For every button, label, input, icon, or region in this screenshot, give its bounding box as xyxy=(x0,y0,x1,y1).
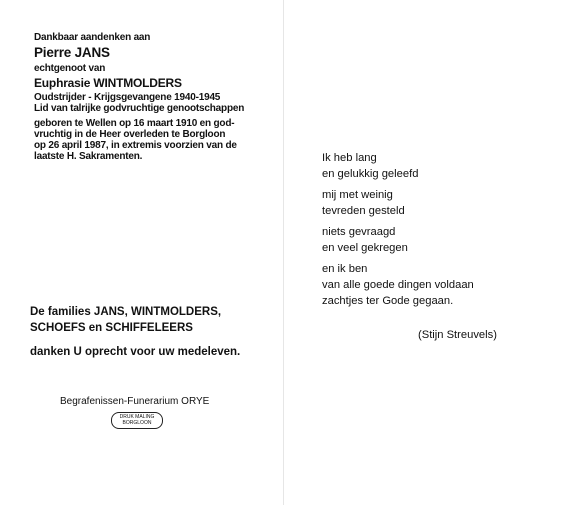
thanks-text: danken U oprecht voor uw medeleven. xyxy=(30,346,241,358)
poem xyxy=(322,150,474,314)
printer-stamp xyxy=(111,412,163,429)
bio-line: vruchtig in de Heer overleden te Borgloon xyxy=(34,129,226,140)
intro-text: Dankbaar aandenken aan xyxy=(34,32,151,43)
biography xyxy=(34,118,256,162)
poem-line: Ik heb lang xyxy=(322,152,377,164)
poem-line: en ik ben xyxy=(322,263,368,275)
families-line: De families JANS, WINTMOLDERS, xyxy=(30,306,222,318)
poem-line: en gelukkig geleefd xyxy=(322,168,419,180)
title-line: Lid van talrijke godvruchtige genootschappen xyxy=(34,103,245,114)
spouse-name: Euphrasie WINTMOLDERS xyxy=(34,76,182,90)
title-line: Oudstrijder - Krijgsgevangene 1940-1945 xyxy=(34,92,221,103)
poem-stanza xyxy=(322,187,474,219)
poem-line: en veel gekregen xyxy=(322,242,408,254)
spouse-intro: echtgenoot van xyxy=(34,63,106,74)
fold-line xyxy=(283,0,284,505)
bio-line: geboren te Wellen op 16 maart 1910 en god- xyxy=(34,118,235,129)
bio-line: op 26 april 1987, in extremis voorzien van de xyxy=(34,140,237,151)
families-line: SCHOEFS en SCHIFFELEERS xyxy=(30,322,193,334)
poem-line: tevreden gesteld xyxy=(322,205,405,217)
poem-line: zachtjes ter Gode gegaan. xyxy=(322,295,454,307)
poem-line: mij met weinig xyxy=(322,189,393,201)
poem-line: niets gevraagd xyxy=(322,226,396,238)
poem-stanza xyxy=(322,224,474,256)
stamp-line: BORGLOON xyxy=(122,419,152,426)
bio-line: laatste H. Sakramenten. xyxy=(34,151,143,162)
funeral-home: Begrafenissen-Funerarium ORYE xyxy=(60,396,210,407)
poem-stanza xyxy=(322,261,474,309)
poem-author: (Stijn Streuvels) xyxy=(418,329,497,341)
poem-line: van alle goede dingen voldaan xyxy=(322,279,474,291)
stamp-line: DRUK MALING xyxy=(119,414,155,420)
poem-stanza xyxy=(322,150,474,182)
deceased-name: Pierre JANS xyxy=(34,45,110,60)
